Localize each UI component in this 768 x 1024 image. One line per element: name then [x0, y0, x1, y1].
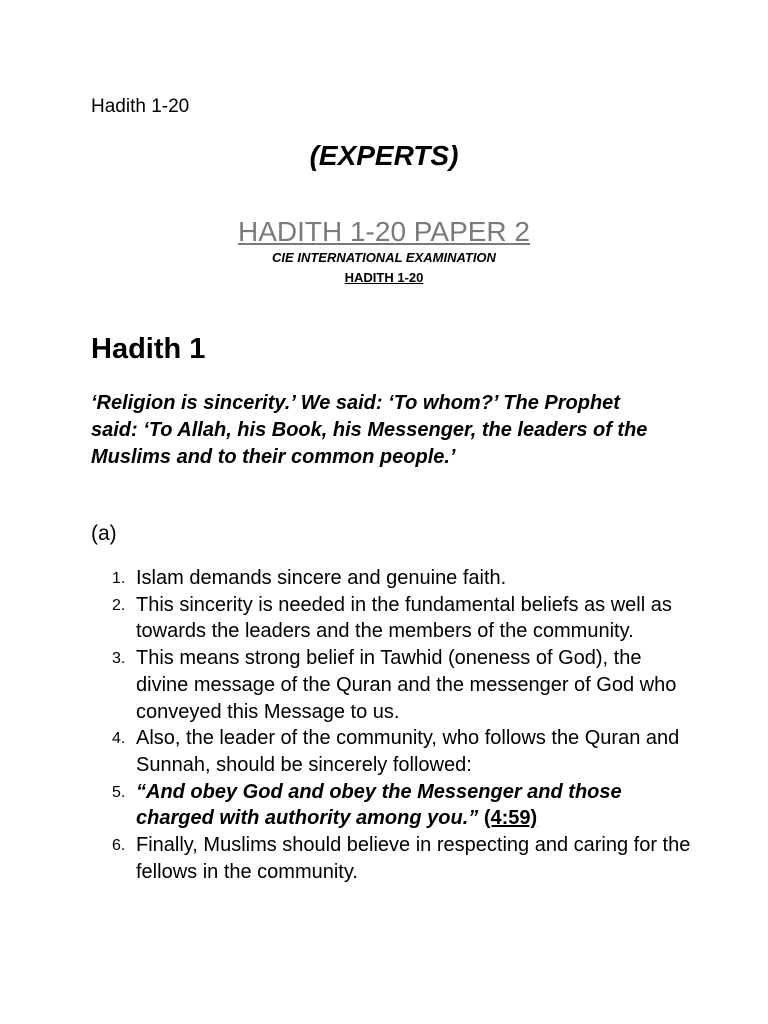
part-label: (a) — [91, 522, 117, 545]
exam-subtitle: HADITH 1-20 — [344, 270, 424, 285]
quran-quote: “And obey God and obey the Messenger and those charged with authority among you.” — [136, 780, 622, 830]
verse-reference: (4:59) — [483, 807, 538, 830]
item-text: Also, the leader of the community, who follows the Quran and Sunnah, should be sincerely followed: — [136, 727, 680, 776]
hadith-quote: ‘Religion is sincerity.’ We said: ‘To whom?’ The Prophet said: ‘To Allah, his Book, his Messenger, the leaders of the Muslims and to their common people.’ — [91, 392, 648, 468]
item-number: 3. — [112, 650, 126, 668]
item-number: 2. — [112, 596, 126, 614]
item-number: 4. — [112, 730, 126, 748]
list-item — [112, 645, 696, 725]
section-heading: Hadith 1 — [91, 333, 206, 365]
item-text: Finally, Muslims should believe in respecting and caring for the fellows in the community. — [136, 834, 691, 883]
list-item — [112, 565, 696, 592]
experts-title: (EXPERTS) — [309, 140, 459, 171]
item-text: This means strong belief in Tawhid (oneness of God), the divine message of the Quran and the messenger of God who conveyed this Message to us. — [136, 647, 677, 723]
item-text: This sincerity is needed in the fundamental beliefs as well as towards the leaders and the members of the community. — [136, 593, 672, 643]
item-text: Islam demands sincere and genuine faith. — [136, 567, 507, 589]
document-label: Hadith 1-20 — [91, 96, 190, 117]
item-number: 6. — [112, 837, 126, 855]
item-number: 1. — [112, 570, 126, 587]
exam-name: CIE INTERNATIONAL EXAMINATION — [272, 250, 496, 265]
item-number: 5. — [112, 783, 126, 801]
list-item — [112, 725, 696, 778]
list-item — [112, 779, 696, 832]
list-item — [112, 592, 696, 645]
list-item — [112, 832, 696, 885]
paper-title: HADITH 1-20 PAPER 2 — [237, 216, 531, 247]
answer-points — [112, 565, 696, 885]
